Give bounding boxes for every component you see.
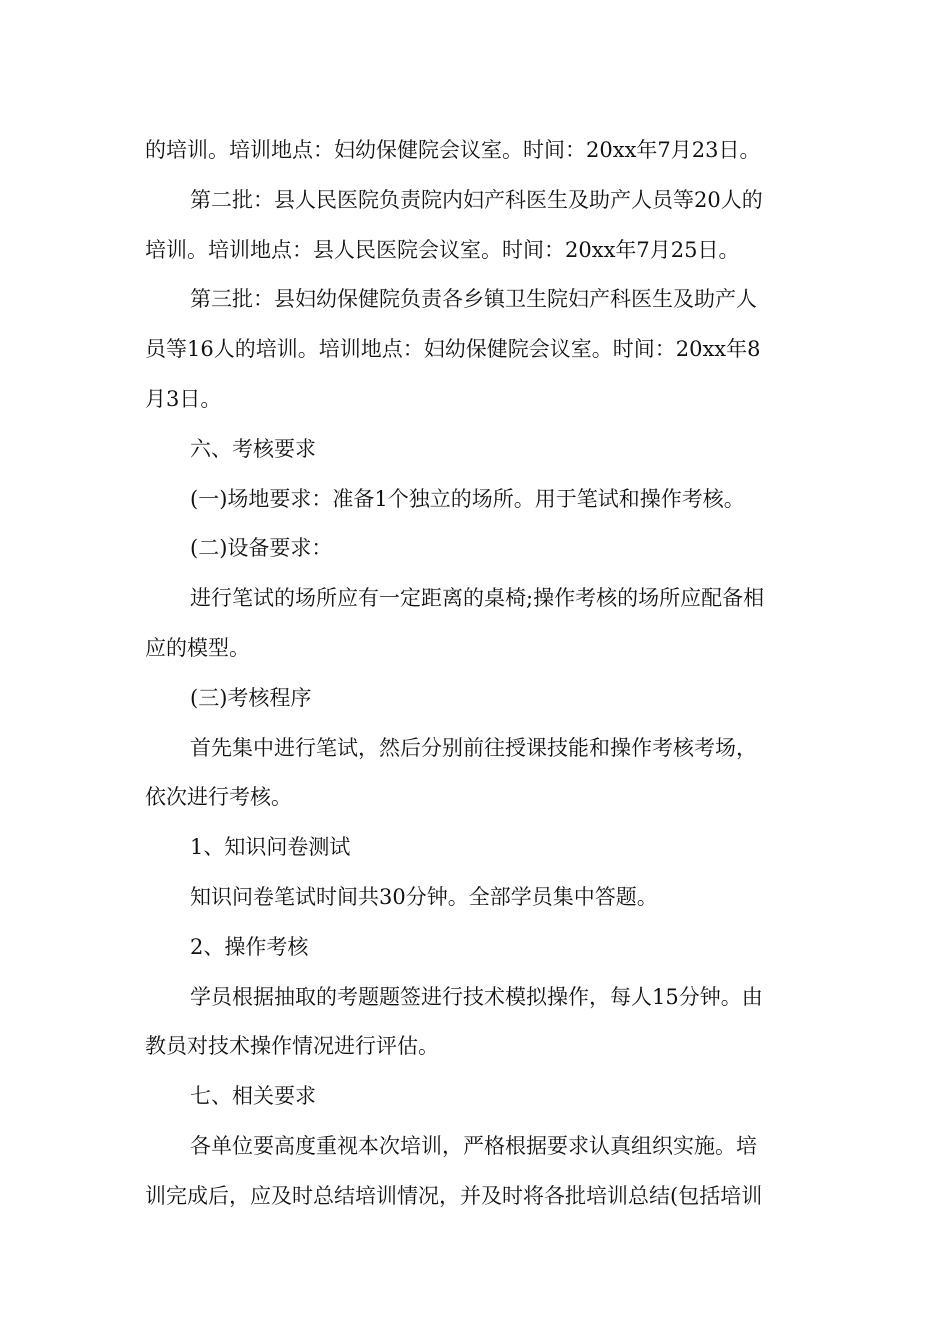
text-line: 员等16人的培训。培训地点：妇幼保健院会议室。时间：20xx年8 xyxy=(145,337,761,362)
document-body xyxy=(145,126,815,1222)
text-line: 的培训。培训地点：妇幼保健院会议室。时间：20xx年7月23日。 xyxy=(145,138,761,162)
text-line: 首先集中进行笔试，然后分别前往授课技能和操作考核考场， xyxy=(190,735,757,760)
text-line: 进行笔试的场所应有一定距离的桌椅;操作考核的场所应配备相 xyxy=(190,586,765,611)
text-line: 学员根据抽取的考题题签进行技术模拟操作，每人15分钟。由 xyxy=(190,984,763,1009)
text-line: 应的模型。 xyxy=(145,635,250,660)
text-line: 培训。培训地点：县人民医院会议室。时间：20xx年7月25日。 xyxy=(145,237,740,262)
text-line: 第二批：县人民医院负责院内妇产科医生及助产人员等20人的 xyxy=(190,187,763,212)
text-line: 第三批：县妇幼保健院负责各乡镇卫生院妇产科医生及助产人 xyxy=(190,287,757,312)
text-line: 依次进行考核。 xyxy=(145,785,292,810)
subsection-heading: (一)场地要求：准备1个独立的场所。用于笔试和操作考核。 xyxy=(190,486,745,511)
section-heading: 六、考核要求 xyxy=(190,436,316,461)
text-line: 教员对技术操作情况进行评估。 xyxy=(145,1034,439,1059)
subsection-heading: (二)设备要求： xyxy=(190,536,333,561)
section-heading: 七、相关要求 xyxy=(190,1084,316,1109)
text-line: 训完成后，应及时总结培训情况，并及时将各批培训总结(包括培训 xyxy=(145,1183,763,1208)
item-heading: 2、操作考核 xyxy=(190,934,309,959)
subsection-heading: (三)考核程序 xyxy=(190,685,312,710)
text-line: 各单位要高度重视本次培训，严格根据要求认真组织实施。培 xyxy=(190,1133,757,1158)
text-line: 月3日。 xyxy=(145,386,222,411)
text-line: 知识问卷笔试时间共30分钟。全部学员集中答题。 xyxy=(190,884,658,909)
item-heading: 1、知识问卷测试 xyxy=(190,835,351,860)
